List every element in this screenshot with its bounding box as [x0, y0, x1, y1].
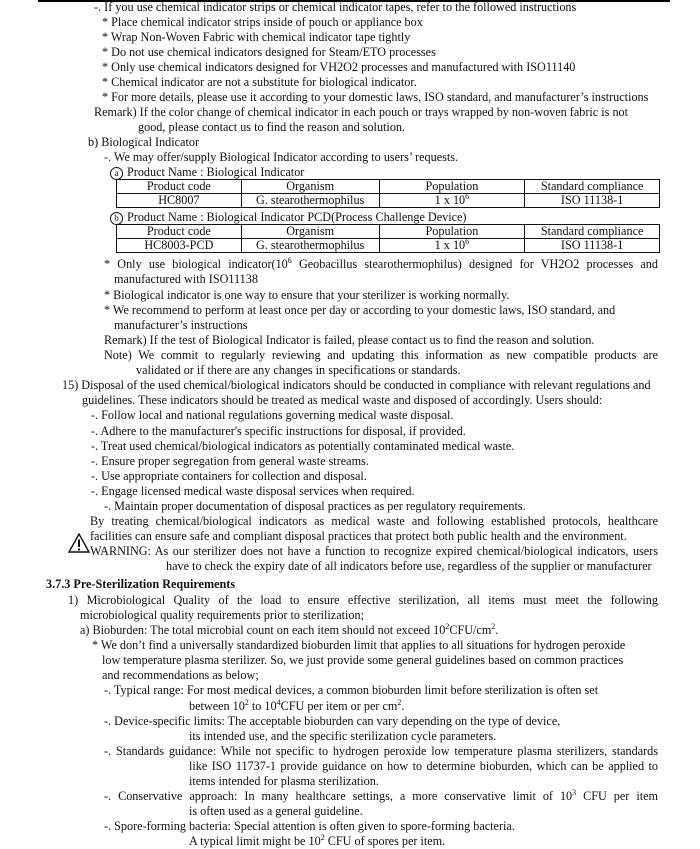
device-specific: -. Device-specific limits: The acceptable bioburden can vary depending on the type of device, — [104, 714, 561, 728]
disposal-item: -. Treat used chemical/biological indicators as potentially contaminated medical waste. — [91, 439, 515, 453]
bio-recommend-cont: manufacturer’s instructions — [114, 318, 248, 332]
spore-exp: 2 — [320, 832, 325, 842]
product-a-name — [110, 165, 304, 180]
cell-standard: ISO 11138-1 — [525, 239, 660, 253]
cell-organism: G. stearothermophilus — [241, 194, 379, 208]
cell-product-code: HC8003-PCD — [117, 239, 242, 253]
bioburden-unit: CFU/cm — [449, 623, 492, 637]
header-product-code: Product code — [117, 225, 242, 239]
circled-letter-a-icon: a — [110, 167, 123, 180]
spore-forming-cont — [189, 834, 445, 849]
bio-recommend: * We recommend to perform at least once per day or according to your domestic laws, ISO standard, and — [104, 303, 616, 317]
chem-indicator-remark-cont: good, please contact us to find the reason and solution. — [138, 120, 406, 134]
table-row — [117, 239, 660, 253]
bioburden-line — [80, 623, 498, 638]
disposal-intro-cont: guidelines. These indicators should be treated as medical waste and disposed of accordingly. Users should: — [82, 393, 603, 407]
chem-indicator-intro: -. If you use chemical indicator strips or chemical indicator tapes, refer to the followed instructions — [94, 0, 577, 14]
disposal-item: -. Follow local and national regulations governing medical waste disposal. — [91, 408, 454, 422]
standards-guidance-cont2: items intended for plasma sterilization. — [189, 774, 379, 788]
no-standard: * We don’t find a universally standardized bioburden limit that applies to all situations for hydrogen peroxide — [92, 638, 626, 652]
header-organism: Organism — [241, 225, 379, 239]
table-header-row — [117, 180, 660, 194]
chem-indicator-remark: Remark) If the color change of chemical indicator in each pouch or trays wrapped by non-woven fabric is not — [94, 105, 629, 119]
table-row — [117, 194, 660, 208]
bioburden-exp: 2 — [445, 621, 450, 631]
bioburden-end: . — [495, 623, 499, 637]
typical-range: -. Typical range: For most medical devices, a common bioburden limit before sterilization is often set — [104, 683, 599, 697]
typical-text-a: between 10 — [189, 699, 245, 713]
section-heading: 3.7.3 Pre-Sterilization Requirements — [46, 577, 236, 591]
disposal-item: -. Ensure proper segregation from general waste streams. — [91, 454, 369, 468]
product-a-table — [116, 179, 660, 208]
bio-only-use-cont: manufactured with ISO11138 — [114, 272, 258, 286]
bioburden-text: a) Bioburden: The total microbial count on each item should not exceed 10 — [80, 623, 446, 637]
bio-only-use — [104, 257, 658, 272]
cell-standard: ISO 11138-1 — [525, 194, 660, 208]
table-header-row — [117, 225, 660, 239]
population-exponent: 6 — [465, 191, 470, 201]
disposal-item: -. Adhere to the manufacturer's specific instructions for disposal, if provided. — [91, 424, 466, 438]
warning-text-cont: have to check the expiry date of all indicators before use, regardless of the supplier or manufacturer — [166, 559, 652, 573]
product-b-label: Product Name : Biological Indicator PCD(Process Challenge Device) — [127, 210, 467, 224]
warning-icon — [68, 533, 90, 553]
cell-product-code: HC8007 — [117, 194, 242, 208]
header-organism: Organism — [241, 180, 379, 194]
chem-indicator-item: * Only use chemical indicators designed for VH2O2 processes and manufactured with ISO11140 — [102, 60, 576, 74]
bio-only-use-post: Geobacillus stearothermophilus) designed for VH2O2 processes and — [291, 257, 658, 271]
header-population: Population — [379, 225, 525, 239]
disposal-intro: 15) Disposal of the used chemical/biological indicators should be conducted in compliance with relevant regulations and — [62, 378, 651, 392]
product-b-name — [110, 210, 466, 225]
header-population: Population — [379, 180, 525, 194]
population-exponent: 6 — [465, 236, 470, 246]
header-standard: Standard compliance — [525, 225, 660, 239]
bio-remark: Remark) If the test of Biological Indicator is failed, please contact us to find the reason and solution. — [104, 333, 595, 347]
warning-text: WARNING: As our sterilizer does not have a function to recognize expired chemical/biological indicators, users — [90, 544, 658, 558]
circled-letter-b-icon: b — [110, 212, 123, 225]
pre-item1-cont: microbiological quality requirements prior to sterilization; — [80, 608, 364, 622]
bio-note-cont: validated or if there are any changes in specifications or standards. — [136, 363, 461, 377]
bio-indicator-offer: -. We may offer/supply Biological Indicator according to users’ requests. — [104, 150, 459, 164]
bio-note: Note) We commit to regularly reviewing and updating this information as new compatible products are — [104, 348, 658, 362]
spore-text-b: CFU of spores per item. — [324, 834, 446, 848]
chem-indicator-item: * Place chemical indicator strips inside of pouch or appliance box — [102, 15, 423, 29]
conservative-approach — [104, 789, 658, 804]
typical-text-b: to 10 — [248, 699, 277, 713]
device-specific-cont: its intended use, and the specific sterilization cycle parameters. — [189, 729, 497, 743]
typical-range-cont — [189, 699, 404, 714]
conservative-text-b: CFU per item — [576, 789, 658, 803]
chem-indicator-item: * Wrap Non-Woven Fabric with chemical indicator tape tightly — [102, 30, 411, 44]
chem-indicator-item: * Do not use chemical indicators designed for Steam/ETO processes — [102, 45, 436, 59]
typical-exp1: 2 — [244, 697, 249, 707]
disposal-closing: By treating chemical/biological indicators as medical waste and following established protocols, healthcare — [90, 514, 658, 528]
product-a-label: Product Name : Biological Indicator — [127, 165, 305, 179]
disposal-item: -. Maintain proper documentation of disposal practices as per regulatory requirements. — [104, 499, 526, 513]
no-standard-cont2: and recommendations as below; — [102, 668, 259, 682]
bioburden-unit-exp: 2 — [491, 621, 496, 631]
chem-indicator-item: * For more details, please use it according to your domestic laws, ISO standard, and manufacturer’s instructions — [102, 90, 649, 104]
spore-text-a: A typical limit might be 10 — [189, 834, 321, 848]
disposal-closing-cont: facilities can ensure safe and compliant disposal practices that protect both public health and the environment. — [90, 529, 627, 543]
bio-only-use-pre: * Only use biological indicator(10 — [104, 257, 288, 271]
standards-guidance: -. Standards guidance: While not specific to hydrogen peroxide low temperature plasma sterilizers, standards — [104, 744, 658, 758]
cell-organism: G. stearothermophilus — [241, 239, 379, 253]
conservative-text-a: -. Conservative approach: In many healthcare settings, a more conservative limit of 10 — [104, 789, 573, 803]
population-base: 1 x 10 — [434, 193, 466, 207]
standards-guidance-cont: like ISO 11737-1 provide guidance on how to determine bioburden, which can be applied to — [189, 759, 658, 773]
cell-population — [379, 191, 525, 208]
chem-indicator-item: * Chemical indicator are not a substitute for biological indicator. — [102, 75, 417, 89]
bio-one-way: * Biological indicator is one way to ensure that your sterilizer is working normally. — [104, 288, 510, 302]
bio-only-use-exp: 6 — [287, 255, 292, 265]
no-standard-cont: low temperature plasma sterilizer. So, we just provide some general guidelines based on common practices — [102, 653, 624, 667]
disposal-item: -. Engage licensed medical waste disposal services when required. — [91, 484, 415, 498]
cell-population — [379, 236, 525, 253]
typical-exp2: 4 — [276, 697, 281, 707]
spore-forming: -. Spore-forming bacteria: Special attention is often given to spore-forming bacteria. — [104, 819, 515, 833]
typical-text-d: . — [401, 699, 405, 713]
conservative-approach-cont: is often used as a general guideline. — [189, 804, 363, 818]
population-base: 1 x 10 — [434, 238, 466, 252]
header-standard: Standard compliance — [525, 180, 660, 194]
typical-exp3: 2 — [397, 697, 402, 707]
bio-indicator-heading: b) Biological Indicator — [88, 135, 200, 149]
disposal-item: -. Use appropriate containers for collection and disposal. — [91, 469, 367, 483]
typical-text-c: CFU per item or per cm — [280, 699, 398, 713]
conservative-exp: 3 — [572, 787, 577, 797]
pre-item1: 1) Microbiological Quality of the load to ensure effective sterilization, all items must meet the following — [68, 593, 658, 607]
header-product-code: Product code — [117, 180, 242, 194]
product-b-table — [116, 224, 660, 253]
